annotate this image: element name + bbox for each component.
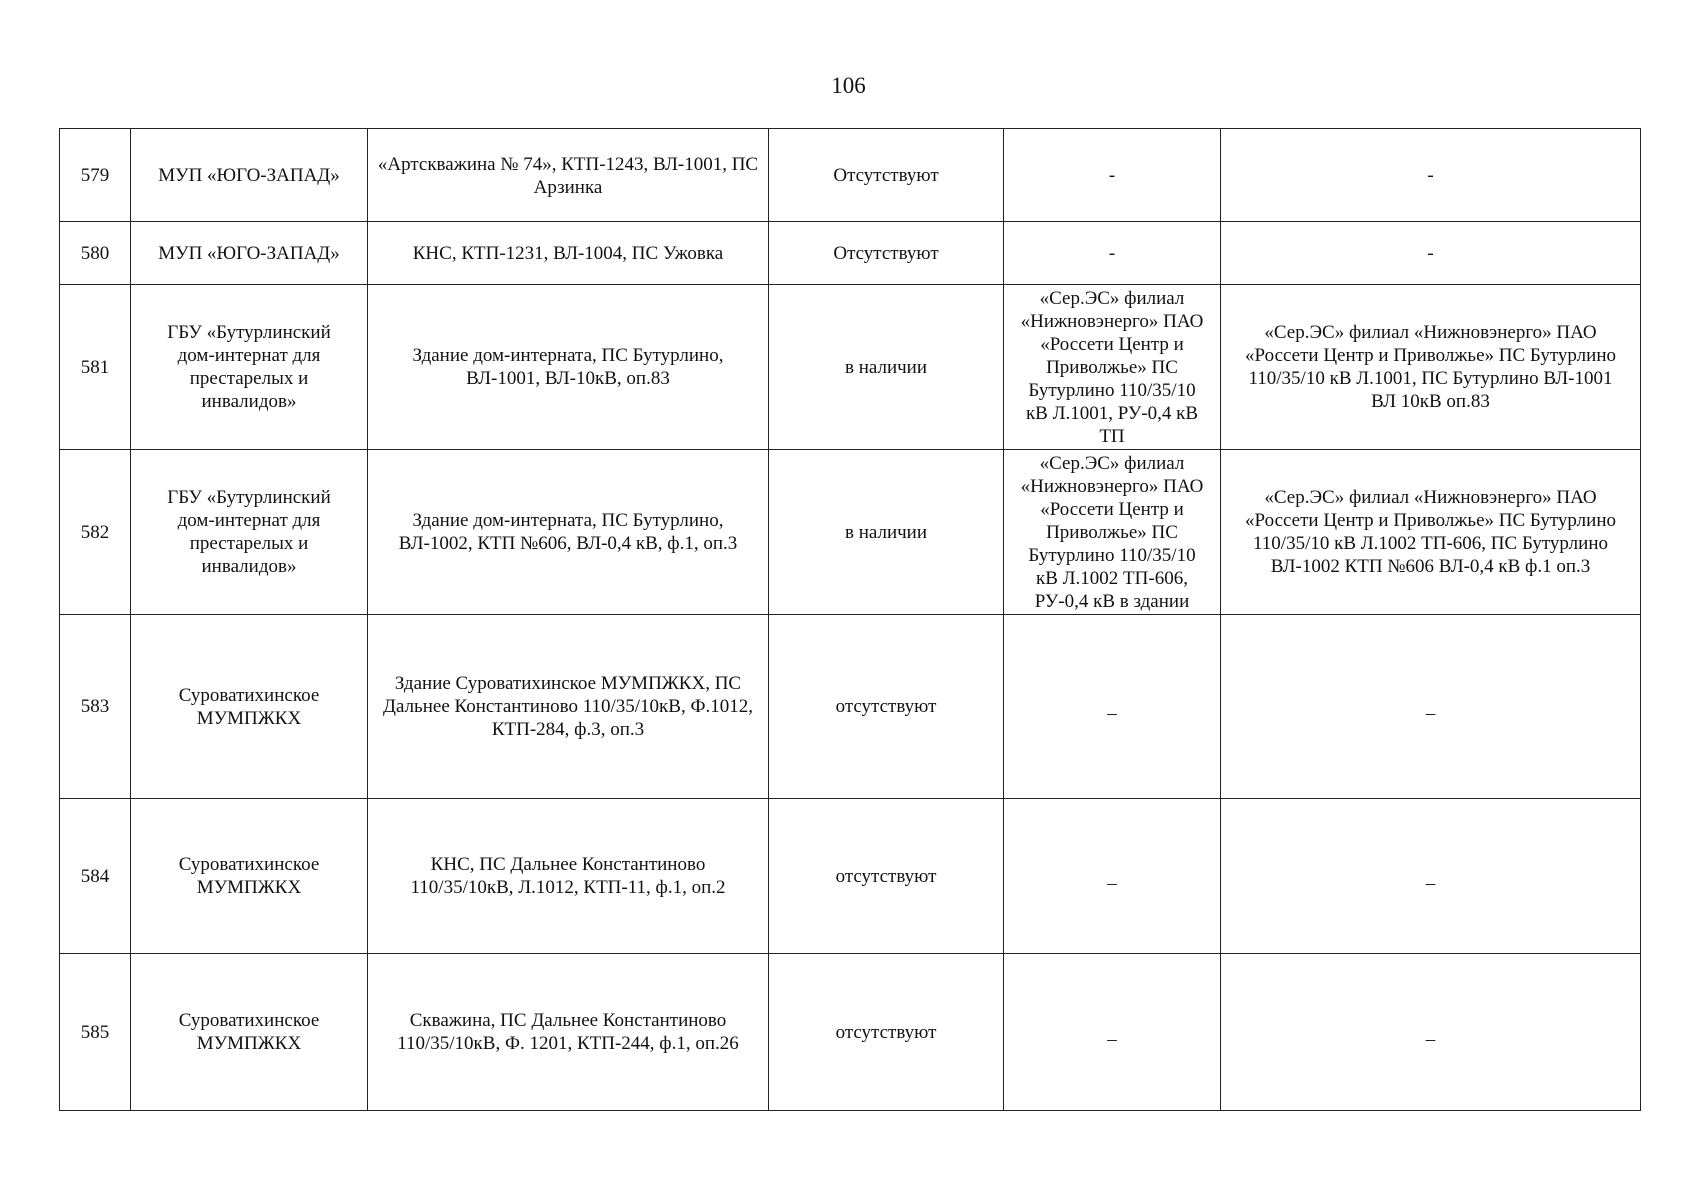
connection-point: –: [1221, 799, 1641, 954]
supply-source: «Сер.ЭС» филиал «Нижновэнерго» ПАО «Россети Центр и Приволжье» ПС Бутурлино 110/35/10 кВ Л.1001, РУ-0,4 кВ ТП: [1004, 285, 1221, 450]
object-description: КНС, ПС Дальнее Константиново 110/35/10кВ, Л.1012, КТП-11, ф.1, оп.2: [368, 799, 769, 954]
organization: МУП «ЮГО-ЗАПАД»: [131, 129, 368, 222]
organization: Суроватихинское МУМПЖКХ: [131, 615, 368, 799]
supply-source: –: [1004, 799, 1221, 954]
supply-source: –: [1004, 954, 1221, 1111]
connection-point: –: [1221, 615, 1641, 799]
object-description: Здание дом-интерната, ПС Бутурлино, ВЛ-1002, КТП №606, ВЛ-0,4 кВ, ф.1, оп.3: [368, 450, 769, 615]
organization: ГБУ «Бутурлинский дом-интернат для престарелых и инвалидов»: [131, 450, 368, 615]
availability-status: Отсутствуют: [769, 129, 1004, 222]
availability-status: Отсутствуют: [769, 222, 1004, 285]
supply-source: -: [1004, 222, 1221, 285]
row-number: 583: [60, 615, 131, 799]
availability-status: отсутствуют: [769, 799, 1004, 954]
data-table: [59, 128, 1641, 1111]
object-description: Здание дом-интерната, ПС Бутурлино, ВЛ-1001, ВЛ-10кВ, оп.83: [368, 285, 769, 450]
table-row: [60, 799, 1641, 954]
row-number: 579: [60, 129, 131, 222]
row-number: 580: [60, 222, 131, 285]
connection-point: -: [1221, 129, 1641, 222]
row-number: 581: [60, 285, 131, 450]
page-number: 106: [831, 73, 866, 98]
object-description: КНС, КТП-1231, ВЛ-1004, ПС Ужовка: [368, 222, 769, 285]
table-row: [60, 285, 1641, 450]
organization: Суроватихинское МУМПЖКХ: [131, 954, 368, 1111]
connection-point: «Сер.ЭС» филиал «Нижновэнерго» ПАО «Россети Центр и Приволжье» ПС Бутурлино 110/35/10 кВ Л.1002 ТП-606, ПС Бутурлино ВЛ-1002 КТП №606 ВЛ-0,4 кВ ф.1 оп.3: [1221, 450, 1641, 615]
table-row: [60, 129, 1641, 222]
availability-status: в наличии: [769, 285, 1004, 450]
organization: ГБУ «Бутурлинский дом-интернат для престарелых и инвалидов»: [131, 285, 368, 450]
availability-status: отсутствуют: [769, 615, 1004, 799]
object-description: «Артскважина № 74», КТП-1243, ВЛ-1001, ПС Арзинка: [368, 129, 769, 222]
availability-status: отсутствуют: [769, 954, 1004, 1111]
object-description: Скважина, ПС Дальнее Константиново 110/35/10кВ, Ф. 1201, КТП-244, ф.1, оп.26: [368, 954, 769, 1111]
object-description: Здание Суроватихинское МУМПЖКХ, ПС Дальнее Константиново 110/35/10кВ, Ф.1012, КТП-284, ф.3, оп.3: [368, 615, 769, 799]
availability-status: в наличии: [769, 450, 1004, 615]
supply-source: -: [1004, 129, 1221, 222]
organization: МУП «ЮГО-ЗАПАД»: [131, 222, 368, 285]
table-row: [60, 222, 1641, 285]
supply-source: «Сер.ЭС» филиал «Нижновэнерго» ПАО «Россети Центр и Приволжье» ПС Бутурлино 110/35/10 кВ Л.1002 ТП-606, РУ-0,4 кВ в здании: [1004, 450, 1221, 615]
connection-point: –: [1221, 954, 1641, 1111]
table-row: [60, 954, 1641, 1111]
connection-point: -: [1221, 222, 1641, 285]
row-number: 585: [60, 954, 131, 1111]
supply-source: –: [1004, 615, 1221, 799]
row-number: 584: [60, 799, 131, 954]
connection-point: «Сер.ЭС» филиал «Нижновэнерго» ПАО «Россети Центр и Приволжье» ПС Бутурлино 110/35/10 кВ Л.1001, ПС Бутурлино ВЛ-1001 ВЛ 10кВ оп.83: [1221, 285, 1641, 450]
row-number: 582: [60, 450, 131, 615]
table-row: [60, 615, 1641, 799]
organization: Суроватихинское МУМПЖКХ: [131, 799, 368, 954]
table-row: [60, 450, 1641, 615]
